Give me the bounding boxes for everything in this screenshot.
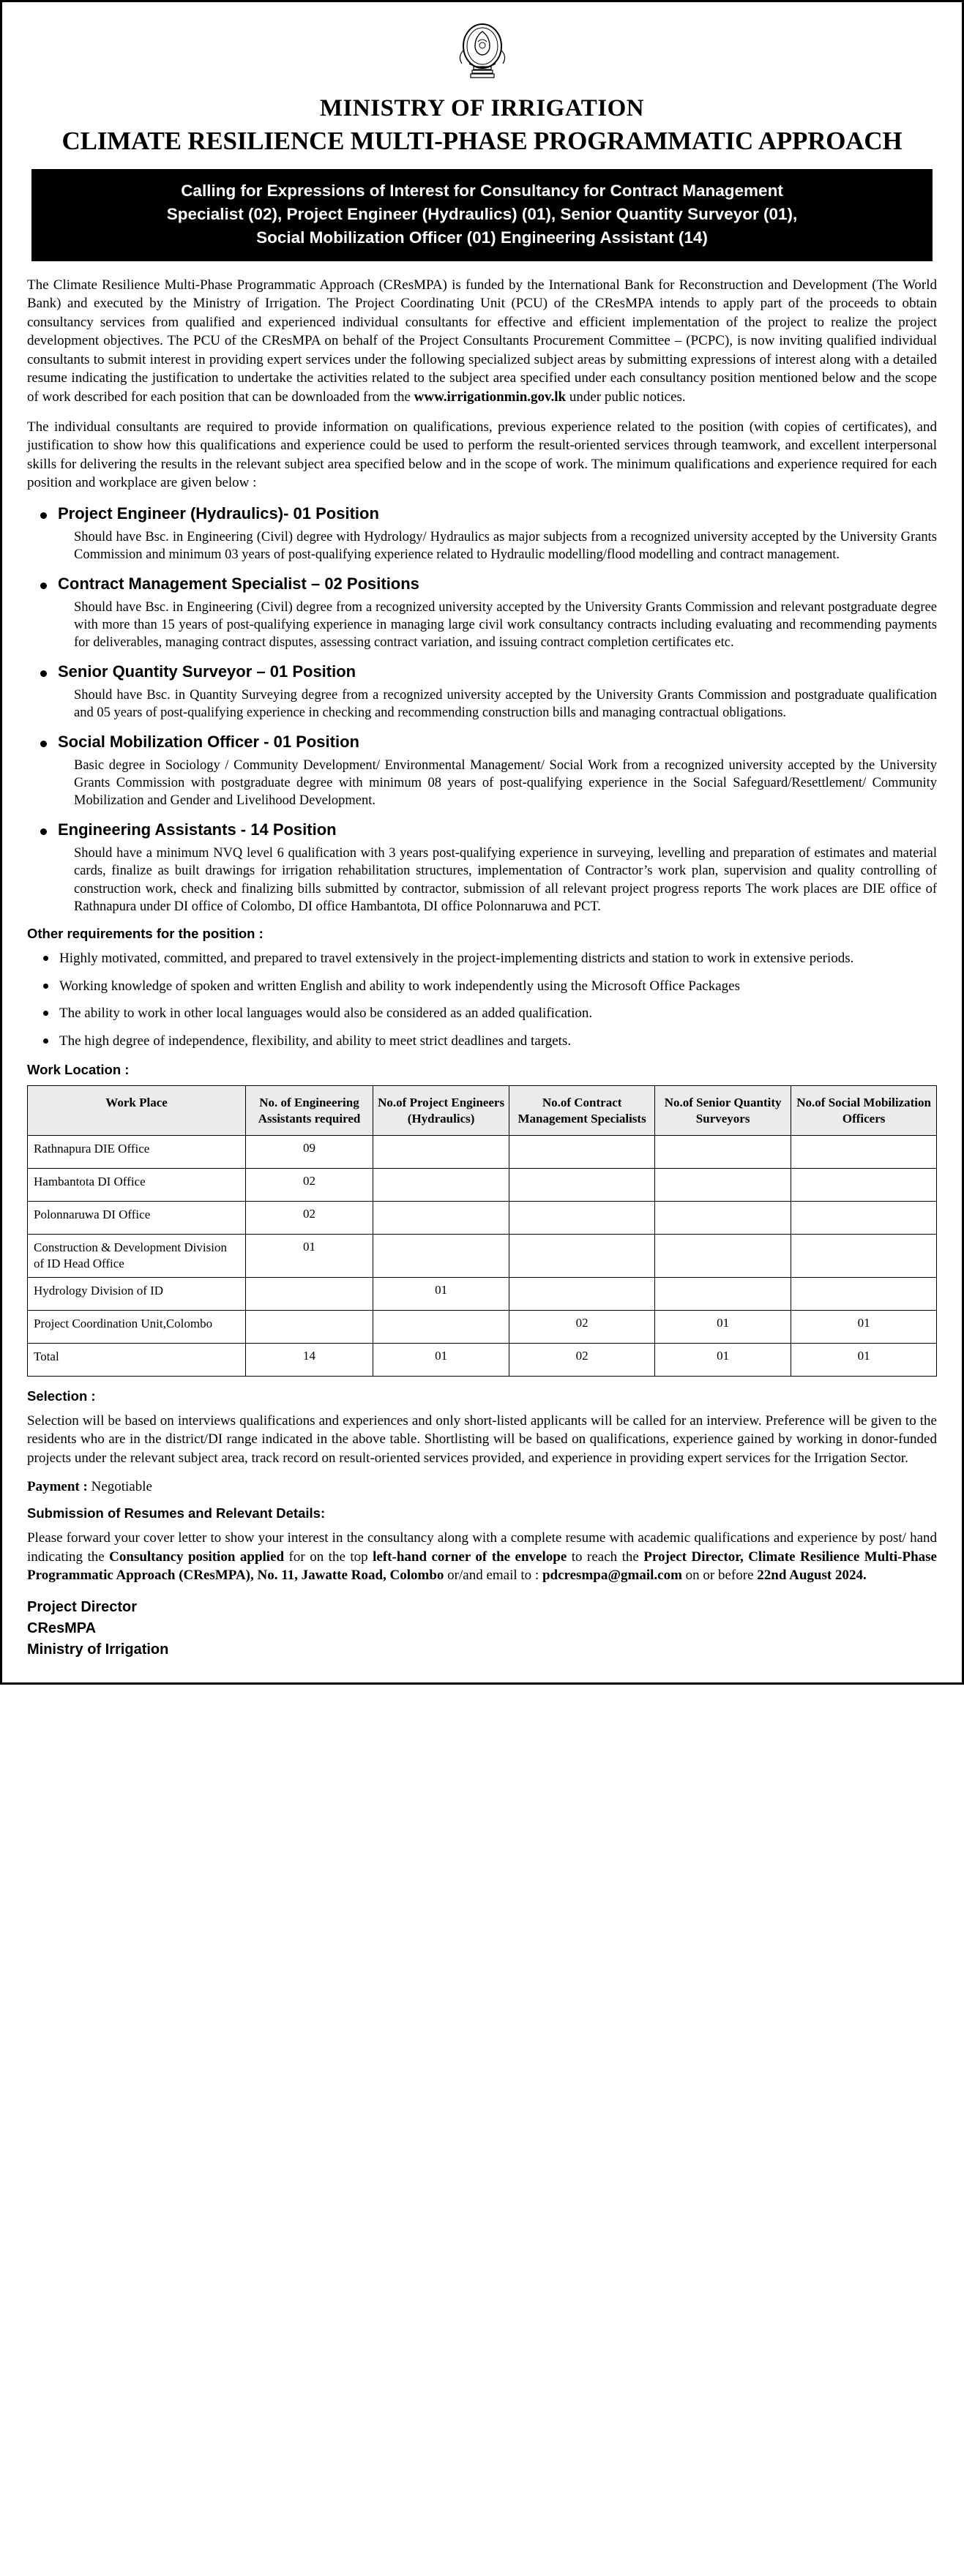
cell-ea: 02 [246,1168,373,1201]
cell-pe [373,1201,509,1234]
selection-heading: Selection : [27,1388,96,1404]
table-head [28,1086,937,1136]
position-item [27,574,937,652]
position-description: Basic degree in Sociology / Community Development/ Environmental Management/ Social Work from a recognized university accepted by the University Grants Commission with postgraduate degree with minimum 08 years of post-qualifying experience in the Social Safeguard/Resettlement/ Community Mobilization and Gender and Livelihood Development. [74,757,937,809]
cell-pe [373,1310,509,1343]
table-row [28,1277,937,1310]
position-item [27,504,937,564]
cell-smo: 01 [791,1343,937,1376]
consultancy-position-applied-bold: Consultancy position applied [109,1549,285,1565]
crest-container [27,21,937,88]
cell-cms [509,1201,655,1234]
position-description: Should have Bsc. in Engineering (Civil) degree with Hydrology/ Hydraulics as major subjects from a recognized university accepted by the University Grants Commission and minimum 03 years of post-qualifying experience related to Hydraulic modelling/flood modelling and contract management. [74,529,937,563]
submission-text-2: for on the top [284,1549,373,1565]
position-item [27,662,937,722]
position-description: Should have Bsc. in Quantity Surveying degree from a recognized university accepted by the University Grants Commission and postgraduate qualification and 05 years of post-qualifying experience in checking and recommending construction bills and managing contractual obligations. [74,687,937,721]
payment-value: Negotiable [87,1479,152,1495]
sri-lanka-government-crest-icon [453,21,512,88]
cell-ea: 02 [246,1201,373,1234]
cell-smo [791,1234,937,1277]
cell-work-place: Total [28,1343,246,1376]
banner-line-1: Calling for Expressions of Interest for Consultancy for Contract Management [181,181,783,200]
signature-block [27,1597,937,1660]
position-title: Social Mobilization Officer - 01 Position [58,732,359,751]
cell-sqs [654,1168,791,1201]
cell-pe [373,1135,509,1168]
other-requirements-heading: Other requirements for the position : [27,926,264,942]
position-title: Senior Quantity Surveyor – 01 Position [58,662,356,681]
cell-sqs [654,1277,791,1310]
email-address[interactable]: pdcresmpa@gmail.com [542,1568,682,1584]
call-for-eoi-banner [31,169,933,261]
ministry-title: MINISTRY OF IRRIGATION [319,95,645,121]
col-engineering-assistants: No. of Engineering Assistants required [246,1086,373,1136]
cell-pe [373,1234,509,1277]
intro-paragraph-1 [27,276,937,406]
submission-text-3: to reach the [567,1549,644,1565]
cell-work-place: Construction & Development Division of ID Head Office [28,1234,246,1277]
submission-text-1: Please forward your cover letter to show your interest in the consultancy along with a complete resume with academic qualifications and experience by post/ hand indicating the [27,1530,937,1565]
cell-sqs: 01 [654,1310,791,1343]
cell-cms [509,1135,655,1168]
cell-ea: 01 [246,1234,373,1277]
cell-pe: 01 [373,1343,509,1376]
cell-sqs [654,1234,791,1277]
table-row [28,1201,937,1234]
table-row [28,1234,937,1277]
other-requirements-list [27,949,937,1050]
selection-text: Selection will be based on interviews qualifications and experiences and only short-listed applicants will be called for an interview. Preference will be given to the residents who are in the district/DI range indicated in the above table. Shortlisting will be based on qualifications, experience gained by working in donor-funded projects under the relevant subject area, track record on result-oriented services provided, and experience in providing expert services for the Irrigation Sector. [27,1412,937,1466]
signature-title: Project Director [27,1598,138,1615]
cell-work-place: Polonnaruwa DI Office [28,1201,246,1234]
requirement-item: Highly motivated, committed, and prepared to travel extensively in the project-implementing districts and station to work in extensive periods. [27,949,937,967]
cell-work-place: Hambantota DI Office [28,1168,246,1201]
cell-smo [791,1277,937,1310]
cell-work-place: Hydrology Division of ID [28,1277,246,1310]
intro-para-1-text-b: under public notices. [566,389,686,405]
cell-work-place: Project Coordination Unit,Colombo [28,1310,246,1343]
submission-text-4: or/and email to : [444,1568,542,1584]
table-row [28,1310,937,1343]
payment-label: Payment : [27,1479,88,1495]
envelope-corner-bold: left-hand corner of the envelope [373,1549,567,1565]
cell-cms: 02 [509,1343,655,1376]
position-title: Project Engineer (Hydraulics)- 01 Position [58,503,379,523]
cell-cms [509,1168,655,1201]
programme-title: CLIMATE RESILIENCE MULTI-PHASE PROGRAMMATIC APPROACH [61,127,903,155]
positions-list [27,504,937,916]
cell-cms [509,1277,655,1310]
cell-smo [791,1201,937,1234]
col-contract-management-specialists: No.of Contract Management Specialists [509,1086,655,1136]
requirement-item: Working knowledge of spoken and written English and ability to work independently using the Microsoft Office Packages [27,977,937,995]
table-row [28,1135,937,1168]
cell-ea: 14 [246,1343,373,1376]
position-item [27,820,937,916]
cell-sqs [654,1201,791,1234]
table-row [28,1168,937,1201]
cell-ea [246,1310,373,1343]
col-work-place: Work Place [28,1086,246,1136]
work-location-table [27,1085,937,1377]
table-row-total [28,1343,937,1376]
cell-cms [509,1234,655,1277]
position-item [27,733,937,810]
col-senior-quantity-surveyors: No.of Senior Quantity Surveyors [654,1086,791,1136]
project-director-address-bold: Project Director, Climate Resilience Multi-Phase Programmatic Approach (CResMPA), No. 11, Jawatte Road, Colombo [27,1549,937,1584]
submission-text-5: on or before [681,1568,758,1584]
website-link[interactable]: www.irrigationmin.gov.lk [414,389,567,405]
cell-work-place: Rathnapura DIE Office [28,1135,246,1168]
cell-pe [373,1168,509,1201]
banner-line-2: Specialist (02), Project Engineer (Hydraulics) (01), Senior Quantity Surveyor (01), [166,204,798,223]
submission-text [27,1529,937,1584]
cell-sqs [654,1135,791,1168]
signature-ministry: Ministry of Irrigation [27,1641,169,1658]
position-title: Engineering Assistants - 14 Position [58,820,337,839]
cell-pe: 01 [373,1277,509,1310]
cell-cms: 02 [509,1310,655,1343]
position-description: Should have Bsc. in Engineering (Civil) degree from a recognized university accepted by the University Grants Commission and relevant postgraduate degree with more than 15 years of post-qualifying experience in managing large civil work consultancy contracts including evaluating and recommending payments for deliverables, managing contract disputes, assessing contract variation, and issuing contract completion certificates etc. [74,599,937,651]
cell-smo [791,1135,937,1168]
cell-ea: 09 [246,1135,373,1168]
submission-heading: Submission of Resumes and Relevant Details: [27,1505,326,1521]
table-header-row [28,1086,937,1136]
intro-paragraph-2: The individual consultants are required to provide information on qualifications, previous experience related to the position (with copies of certificates), and justification to show how this qualifications and experience could be used to perform the result-oriented services through teamwork, and excellent interpersonal skills for delivering the results in the relevant subject area specified below and in the scope of work. The minimum qualifications and experience required for each position and workplace are given below : [27,419,937,491]
banner-line-3: Social Mobilization Officer (01) Engineering Assistant (14) [256,228,708,247]
intro-para-1-text-a: The Climate Resilience Multi-Phase Programmatic Approach (CResMPA) is funded by the International Bank for Reconstruction and Development (The World Bank) and executed by the Ministry of Irrigation. The Project Coordinating Unit (PCU) of the CResMPA intends to apply part of the proceeds to obtain consultancy services from qualified and experienced individual consultants for effective and efficient implementation of the project to realize the project development objectives. The PCU of the CResMPA on behalf of the Project Consultants Procurement Committee – (PCPC), is now inviting qualified individual consultants to submit interest in providing expert services under the following specialized subject areas by submitting expressions of interest along with a detailed resume indicating the justification to undertake the activities related to the subject area specified under each consultancy position mentioned below and the scope of work described for each position that can be downloaded from the [27,277,937,405]
requirement-item: The ability to work in other local languages would also be considered as an added qualification. [27,1004,937,1022]
signature-programme: CResMPA [27,1620,97,1636]
requirement-item: The high degree of independence, flexibility, and ability to meet strict deadlines and targets. [27,1032,937,1050]
deadline-date: 22nd August 2024. [757,1568,867,1584]
table-body [28,1135,937,1376]
cell-sqs: 01 [654,1343,791,1376]
col-project-engineers: No.of Project Engineers (Hydraulics) [373,1086,509,1136]
position-title: Contract Management Specialist – 02 Positions [58,574,419,593]
work-location-heading: Work Location : [27,1062,130,1078]
position-description: Should have a minimum NVQ level 6 qualification with 3 years post-qualifying experience in surveying, levelling and preparation of estimates and material cards, finalize as built drawings for irrigation rehabilitation structures, implementation of Contractor’s work plan, supervision and quality controlling of construction work, check and finalizing bills submitted by contractor, submission of all relevant project progress reports The work places are DIE office of Rathnapura under DI office of Colombo, DI office Hambantota, DI office Polonnaruwa and PCT. [74,845,937,915]
payment-line [27,1479,937,1495]
cell-ea [246,1277,373,1310]
cell-smo [791,1168,937,1201]
cell-smo: 01 [791,1310,937,1343]
col-social-mobilization-officers: No.of Social Mobilization Officers [791,1086,937,1136]
